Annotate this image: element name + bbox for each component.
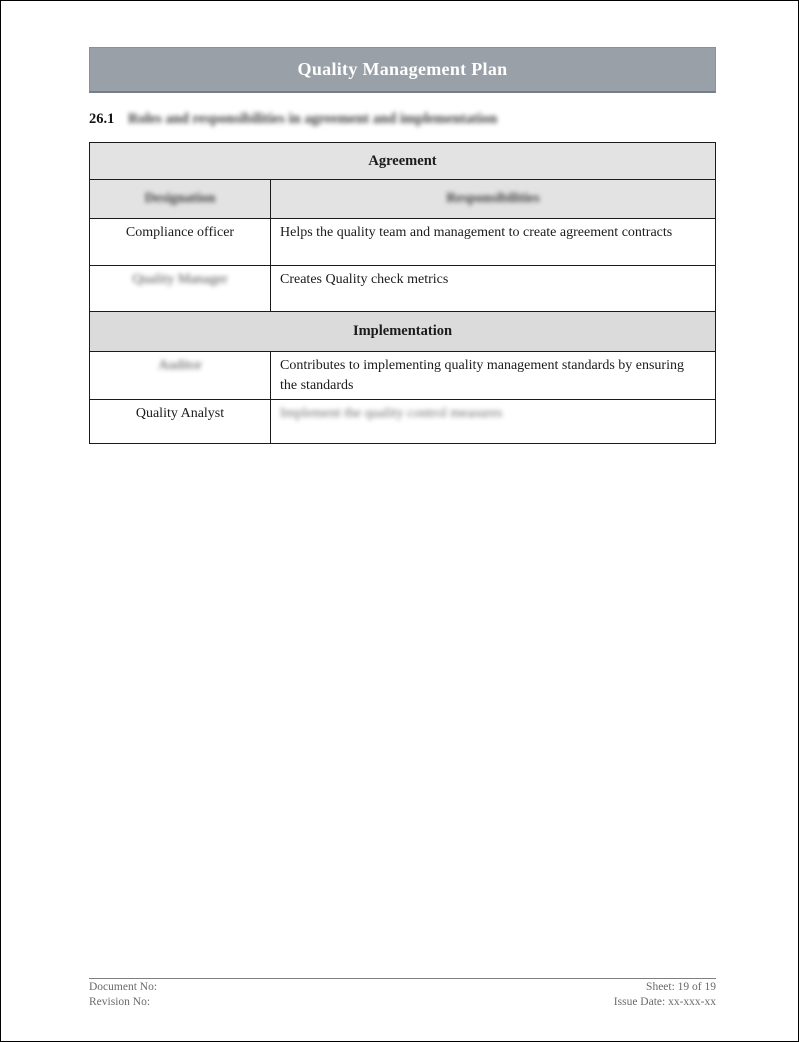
cell-designation: Quality Analyst	[90, 400, 271, 444]
footer-right-block	[614, 980, 716, 1009]
section-number: 26.1	[89, 111, 115, 127]
footer-left-block	[89, 980, 157, 1009]
cell-responsibility: Creates Quality check metrics	[271, 266, 716, 312]
section-heading	[89, 111, 497, 128]
table-row	[90, 266, 716, 312]
column-header-responsibilities: Responsibilities	[271, 180, 716, 219]
cell-designation: Quality Manager	[90, 266, 271, 312]
cell-designation: Auditor	[90, 352, 271, 400]
table-row	[90, 219, 716, 266]
document-title-banner	[89, 47, 716, 93]
page-footer	[89, 978, 716, 1009]
footer-issue-date: Issue Date: xx-xxx-xx	[613, 995, 716, 1008]
cell-designation: Compliance officer	[90, 219, 271, 266]
cell-responsibility: Helps the quality team and management to create agreement contracts	[271, 219, 716, 266]
section-title: Roles and responsibilities in agreement and implementation	[128, 111, 498, 127]
table-section-row-agreement	[90, 143, 716, 180]
table-row	[90, 400, 716, 444]
cell-responsibility: Implement the quality control measures	[271, 400, 716, 444]
table-section-row-implementation	[90, 312, 716, 352]
footer-revision-no: Revision No:	[89, 995, 151, 1008]
table-row	[90, 352, 716, 400]
section-header-agreement: Agreement	[90, 143, 716, 180]
footer-sheet: Sheet: 19 of 19	[646, 981, 716, 993]
cell-responsibility: Contributes to implementing quality management standards by ensuring the standards	[271, 352, 716, 400]
section-header-implementation: Implementation	[90, 312, 716, 352]
footer-document-no: Document No:	[89, 981, 158, 993]
roles-responsibilities-table	[89, 142, 716, 444]
table-column-header-row	[90, 180, 716, 219]
column-header-designation: Designation	[90, 180, 271, 219]
document-title: Quality Management Plan	[297, 59, 508, 79]
